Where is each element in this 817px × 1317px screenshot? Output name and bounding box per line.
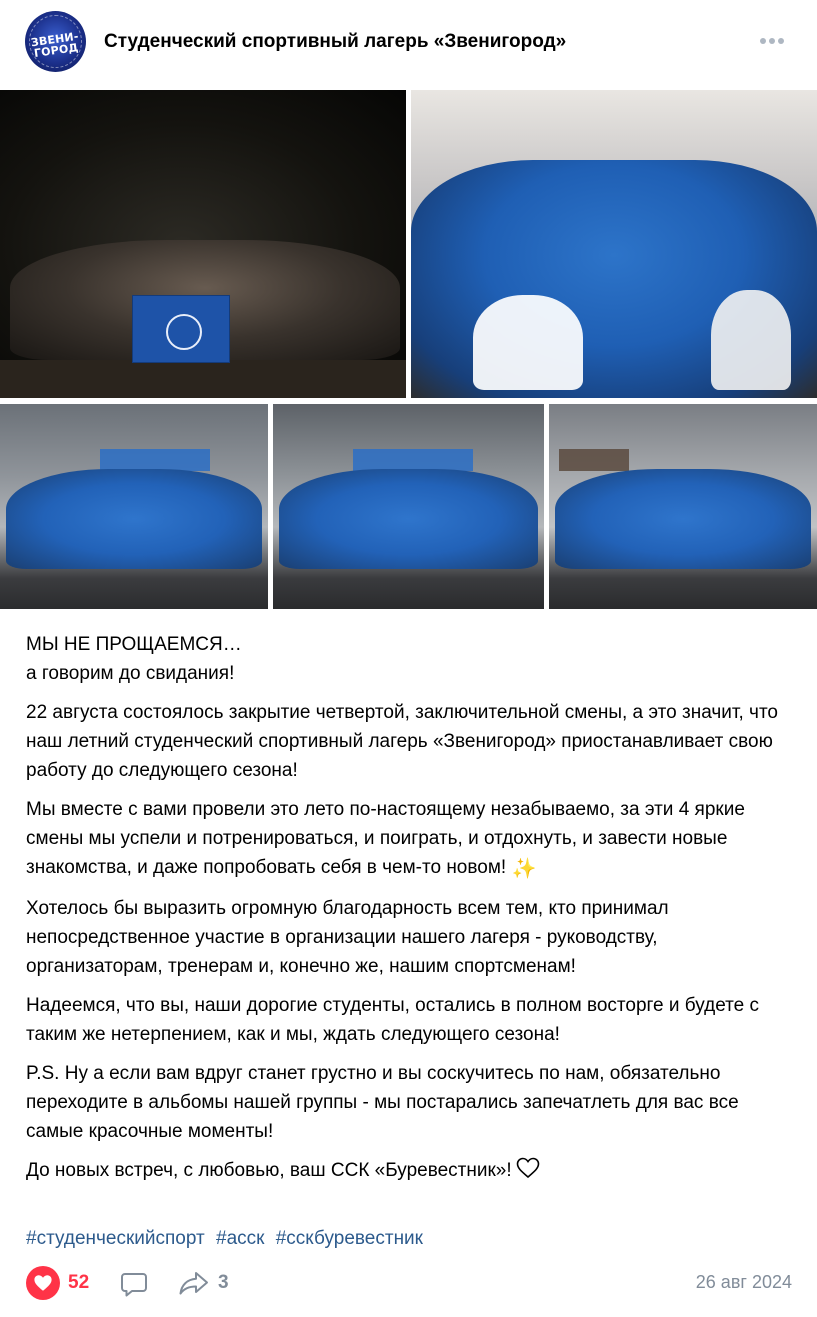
night-group-photo[interactable] — [0, 90, 406, 398]
photo-crowd — [6, 469, 262, 569]
hashtag-link[interactable]: #аcск — [216, 1228, 265, 1249]
heart-outline-icon — [516, 1157, 540, 1188]
post-paragraph-5: P.S. Ну а если вам вдруг станет грустно и вы соскучитесь по нам, обязательно переходите в альбомы нашей группы - мы постарались запечатлеть для вас все самые красочные моменты! — [26, 1063, 739, 1142]
hashtag-link[interactable]: #сскбуревестник — [275, 1228, 423, 1249]
dot — [778, 38, 784, 44]
comment-icon — [120, 1270, 148, 1298]
share-icon — [178, 1270, 210, 1296]
photo-person — [473, 295, 583, 390]
photo-banner — [100, 449, 210, 471]
post-paragraph-6-text: До новых встреч, с любовью, ваш ССК «Буревестник»! — [26, 1160, 512, 1181]
blue-shirts-cheering-photo[interactable] — [411, 90, 817, 398]
group-photo-center[interactable] — [273, 404, 544, 609]
post-date[interactable]: 26 авг 2024 — [695, 1272, 792, 1292]
post-line-1: МЫ НЕ ПРОЩАЕМСЯ… — [26, 634, 242, 655]
dot — [760, 38, 766, 44]
post-line-2: а говорим до свидания! — [26, 663, 235, 684]
group-avatar[interactable] — [25, 11, 86, 72]
sparkles-emoji: ✨ — [511, 858, 537, 880]
share-button[interactable] — [178, 1270, 229, 1296]
heart-icon — [26, 1266, 60, 1300]
post-intro — [26, 630, 796, 688]
post-paragraph-3: Хотелось бы выразить огромную благодарность всем тем, кто принимал непосредственное участие в организации нашего лагеря - руководству, организаторам, тренерам и, конечно же, нашим спортсменам! — [26, 898, 669, 977]
post-paragraph-2 — [26, 795, 796, 884]
group-photo-right[interactable] — [549, 404, 817, 609]
post-paragraph-4: Надеемся, что вы, наши дорогие студенты, остались в полном восторге и будете с таким же нетерпением, как и мы, ждать следующего сезона! — [26, 995, 759, 1045]
more-horizontal-icon[interactable] — [760, 36, 786, 46]
hashtag-link[interactable]: #студенческийспорт — [26, 1228, 205, 1249]
comment-button[interactable] — [120, 1270, 148, 1303]
hashtags — [26, 1224, 429, 1253]
like-count: 52 — [68, 1272, 90, 1293]
photo-ground — [0, 360, 406, 398]
photo-crowd — [555, 469, 811, 569]
avatar-logo-text: ЗВЕНИ-ГОРОД — [30, 29, 80, 60]
photo-flag — [132, 295, 230, 363]
like-button[interactable] — [26, 1266, 89, 1300]
share-count: 3 — [218, 1272, 229, 1293]
post-actions — [26, 1264, 792, 1302]
post-text — [26, 630, 796, 1198]
dot — [769, 38, 775, 44]
post-paragraph-6 — [26, 1156, 796, 1188]
photo-banner — [353, 449, 473, 471]
post-paragraph-1: 22 августа состоялось закрытие четвертой, заключительной смены, а это значит, что наш летний студенческий спортивный лагерь «Звенигород» приостанавливает свою работу до следующего сезона! — [26, 702, 778, 781]
group-photo-left[interactable] — [0, 404, 268, 609]
post-paragraph-2-text: Мы вместе с вами провели это лето по-настоящему незабываемо, за эти 4 яркие смены мы успели и потренироваться, и поиграть, и отдохнуть, и завести новые знакомства, и даже попробовать себя в чем-то новом! — [26, 799, 745, 878]
group-name-link[interactable]: Студенческий спортивный лагерь «Звенигород» — [104, 31, 567, 52]
photo-crowd — [279, 469, 538, 569]
photo-person — [711, 290, 791, 390]
post-header — [0, 0, 817, 88]
photo-banner — [559, 449, 629, 471]
